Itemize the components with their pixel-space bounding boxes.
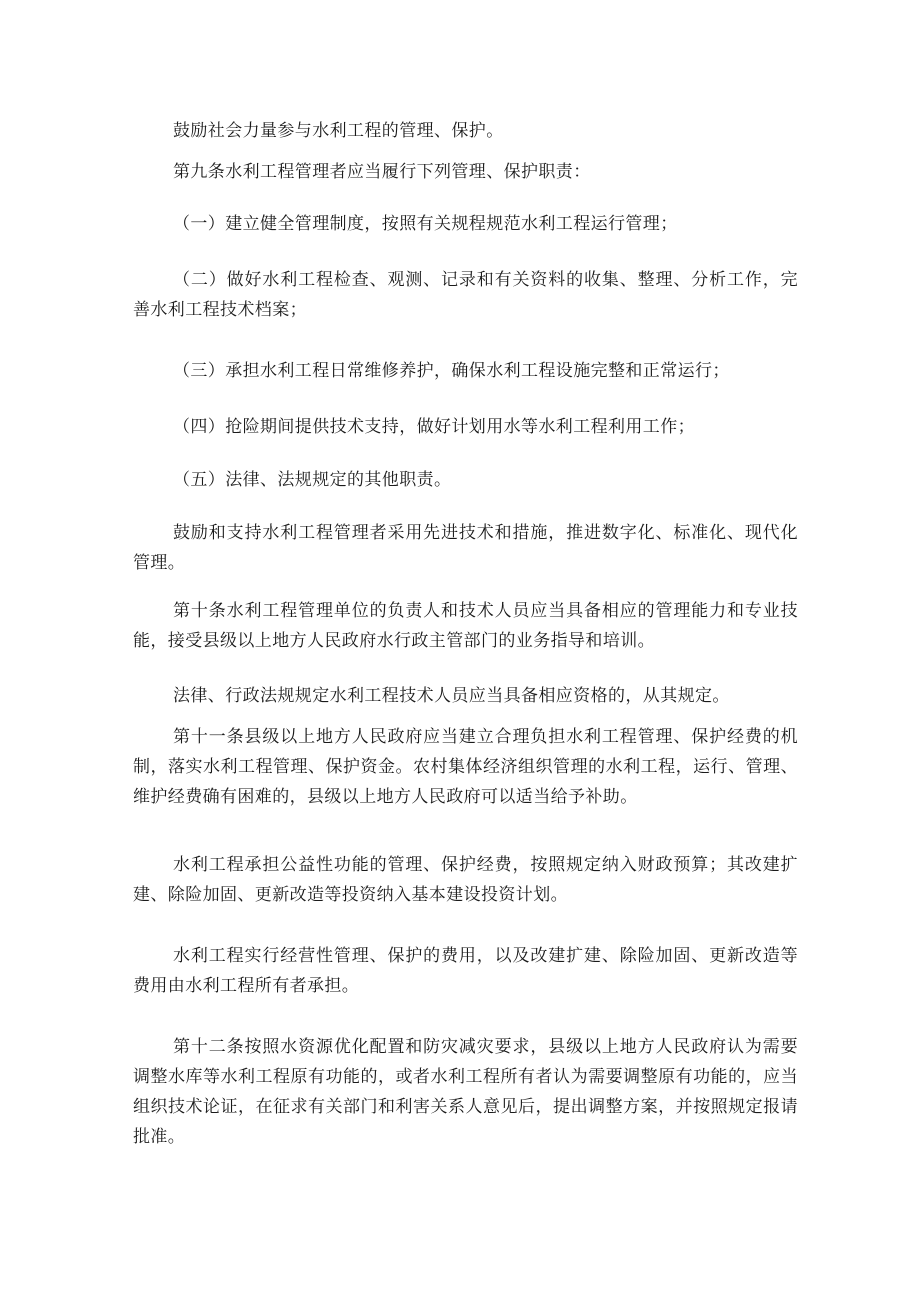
paragraph-social-participation: 鼓励社会力量参与水利工程的管理、保护。: [173, 121, 504, 141]
article-10: 第十条水利工程管理单位的负责人和技术人员应当具备相应的管理能力和专业技能，接受县级以上地方人民政府水行政主管部门的业务指导和培训。: [133, 601, 798, 651]
article-12: 第十二条按照水资源优化配置和防灾减灾要求，县级以上地方人民政府认为需要调整水库等水利工程原有功能的，或者水利工程所有者认为需要调整原有功能的，应当组织技术论证，在征求有关部门和利害关系人意见后，提出调整方案，并按照规定报请批准。: [133, 1037, 798, 1147]
paragraph-public-welfare-funding: 水利工程承担公益性功能的管理、保护经费，按照规定纳入财政预算；其改建扩建、除险加固、更新改造等投资纳入基本建设投资计划。: [133, 855, 798, 905]
article-9-item-4: （四）抢险期间提供技术支持，做好计划用水等水利工程利用工作；: [173, 417, 695, 437]
article-9-item-3: （三）承担水利工程日常维修养护，确保水利工程设施完整和正常运行；: [173, 361, 730, 381]
article-9-item-5: （五）法律、法规规定的其他职责。: [173, 470, 452, 490]
article-9-item-2: （二）做好水利工程检查、观测、记录和有关资料的收集、整理、分析工作，完善水利工程技术档案；: [133, 270, 798, 320]
paragraph-operational-costs: 水利工程实行经营性管理、保护的费用，以及改建扩建、除险加固、更新改造等费用由水利工程所有者承担。: [133, 946, 798, 996]
article-9-heading: 第九条水利工程管理者应当履行下列管理、保护职责：: [173, 162, 591, 182]
article-9-item-1: （一）建立健全管理制度，按照有关规程规范水利工程运行管理；: [173, 214, 678, 234]
article-11: 第十一条县级以上地方人民政府应当建立合理负担水利工程管理、保护经费的机制，落实水利工程管理、保护资金。农村集体经济组织管理的水利工程，运行、管理、维护经费确有困难的，县级以上地方人民政府可以适当给予补助。: [133, 727, 798, 807]
paragraph-advanced-technology: 鼓励和支持水利工程管理者采用先进技术和措施，推进数字化、标准化、现代化管理。: [133, 523, 798, 573]
paragraph-qualification: 法律、行政法规规定水利工程技术人员应当具备相应资格的，从其规定。: [173, 686, 730, 706]
